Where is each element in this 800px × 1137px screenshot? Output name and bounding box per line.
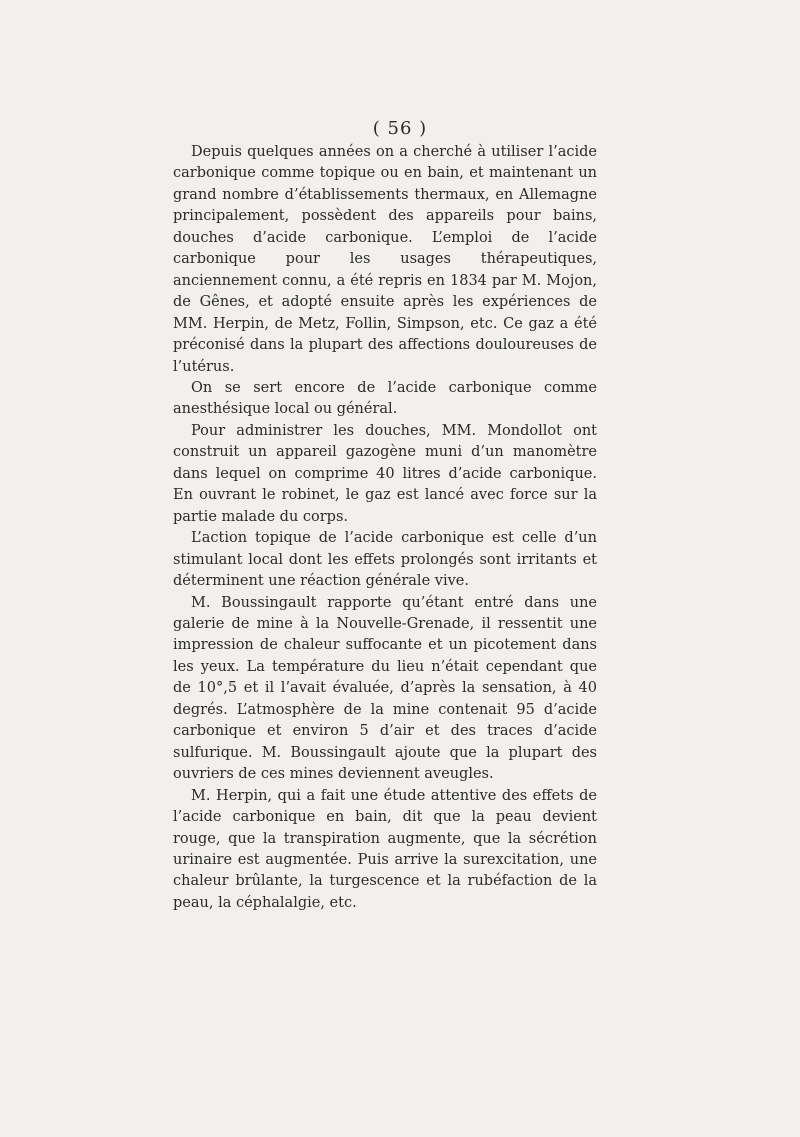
body-text [173, 142, 597, 914]
page-number: ( 56 ) [372, 118, 428, 139]
paragraph-boussingault: M. Boussingault rapporte qu’étant entré dans une galerie de mine à la Nouvelle-Grenade, il ressentit une impression de chaleur suffocante et un picotement dans les yeux. La température du lieu n’était cependant que de 10°,5 et il l’avait évaluée, d’après la sensation, à 40 degrés. L’atmosphère de la mine contenait 95 d’acide carbonique et environ 5 d’air et des traces d’acide sulfurique. M. Boussingault ajoute que la plupart des ouvriers de ces mines deviennent aveugles. [173, 594, 597, 783]
paragraph-carbonic-acid-baths: Depuis quelques années on a cherché à utiliser l’acide carbonique comme topique ou en bain, et maintenant un grand nombre d’établissements thermaux, en Allemagne principalement, possèdent des appareils pour bains, douches d’acide carbonique. L’emploi de l’acide carbonique pour les usages thérapeutiques, anciennement connu, a été repris en 1834 par M. Mojon, de Gênes, et adopté ensuite après les expériences de MM. Herpin, de Metz, Follin, Simpson, etc. Ce gaz a été préconisé dans la plupart des affections douloureuses de l’utérus. [173, 144, 597, 375]
paragraph-herpin: M. Herpin, qui a fait une étude attentive des effets de l’acide carbonique en bain, dit que la peau devient rouge, que la transpiration augmente, que la sécrétion urinaire est augmentée. Puis arrive la surexcitation, une chaleur brûlante, la turgescence et la rubéfaction de la peau, la céphalalgie, etc. [173, 787, 597, 911]
paragraph-anesthetic: On se sert encore de l’acide carbonique comme anesthésique local ou général. [173, 379, 597, 418]
paragraph-douches: Pour administrer les douches, MM. Mondollot ont construit un appareil gazogène muni d’un manomètre dans lequel on comprime 40 litres d’acide carbonique. En ouvrant le robinet, le gaz est lancé avec force sur la partie malade du corps. [173, 422, 597, 525]
paragraph-topical-action: L’action topique de l’acide carbonique est celle d’un stimulant local dont les effets prolongés sont irritants et déterminent une réaction générale vive. [173, 530, 597, 590]
